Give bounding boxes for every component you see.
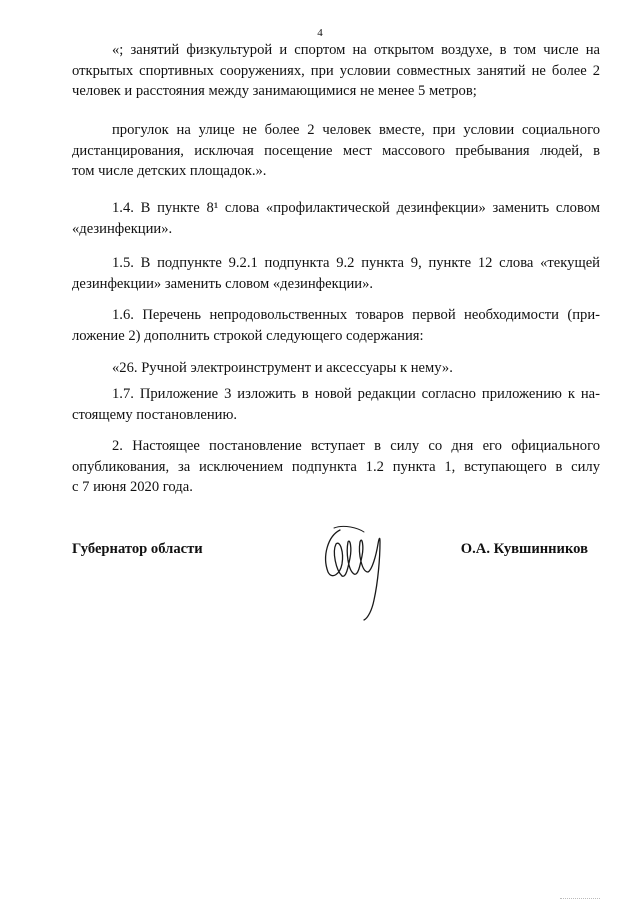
paragraph-1-5 — [72, 253, 600, 294]
paragraph-line: «дезинфекции». — [72, 220, 173, 237]
paragraph-line: 1.5. В подпункте 9.2.1 подпункта 9.2 пункта 9, пункте 12 слова «текущей — [112, 255, 600, 271]
paragraph-line: ложение 2) дополнить строкой следующего содержания: — [72, 327, 424, 344]
page-number: 4 — [317, 27, 323, 39]
paragraph-1-7 — [72, 384, 600, 425]
paragraph-2-effective — [72, 436, 600, 498]
paragraph-line: том числе детских площадок.». — [72, 163, 267, 179]
paragraph-line: 2. Настоящее постановление вступает в силу со дня его официального — [112, 438, 600, 454]
paragraph-line: прогулок на улице не более 2 человек вместе, при условии социального — [112, 122, 600, 138]
paragraph-line: «; занятий физкультурой и спортом на открытом воздухе, в том числе на — [112, 42, 600, 58]
paragraph-line: стоящему постановлению. — [72, 406, 238, 423]
paragraph-1-4 — [72, 198, 600, 239]
paragraph-2 — [72, 120, 600, 182]
paragraph-item-26 — [72, 358, 600, 379]
scan-artifact — [560, 894, 600, 899]
paragraph-line: 1.6. Перечень непродовольственных товаров первой необходимости (при- — [112, 307, 600, 323]
paragraph-line: с 7 июня 2020 года. — [72, 479, 193, 495]
paragraph-line: дистанцирования, исключая посещение мест массового пребывания людей, в — [72, 142, 600, 159]
paragraph-line: опубликования, за исключением подпункта 1.2 пункта 1, вступающего в силу — [72, 458, 600, 475]
signer-title: Губернатор области — [72, 541, 203, 557]
paragraph-1-6 — [72, 305, 600, 346]
paragraph-line: 1.4. В пункте 8¹ слова «профилактической дезинфекции» заменить словом — [112, 200, 600, 216]
handwritten-signature — [318, 522, 398, 622]
paragraph-1 — [72, 40, 600, 102]
paragraph-line: дезинфекции» заменить словом «дезинфекции». — [72, 275, 374, 292]
signer-name: О.А. Кувшинников — [460, 541, 588, 557]
paragraph-line: человек и расстояния между занимающимися не менее 5 метров; — [72, 83, 477, 99]
paragraph-line: 1.7. Приложение 3 изложить в новой редакции согласно приложению к на- — [112, 386, 600, 402]
paragraph-line: открытых спортивных сооружениях, при условии совместных занятий не более 2 — [72, 62, 600, 79]
paragraph-line: «26. Ручной электроинструмент и аксессуары к нему». — [112, 360, 453, 376]
